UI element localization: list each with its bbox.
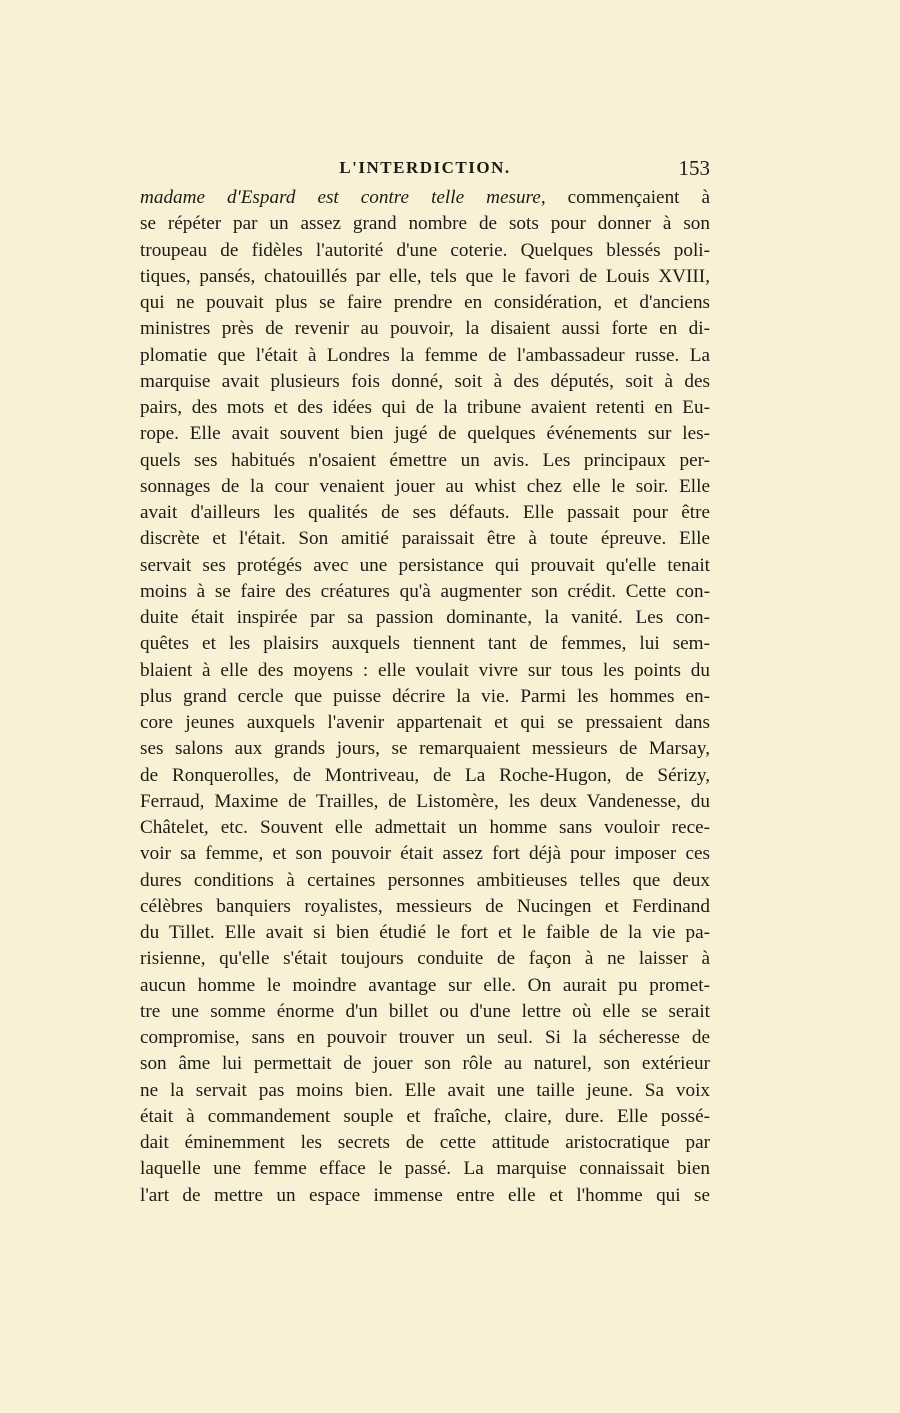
text-line: duite était inspirée par sa passion dominante, la vanité. Les con- [140, 607, 710, 628]
text-line: risienne, qu'elle s'était toujours conduite de façon à ne laisser à [140, 948, 710, 970]
text-line: tiques, pansés, chatouillés par elle, tels que le favori de Louis XVIII, [140, 265, 710, 287]
text-line: célèbres banquiers royalistes, messieurs de Nucingen et Ferdinand [140, 895, 710, 917]
text-line: rope. Elle avait souvent bien jugé de quelques événements sur les- [140, 423, 710, 445]
text-line: l'art de mettre un espace immense entre elle et l'homme qui se [140, 1184, 710, 1206]
text-line: dures conditions à certaines personnes ambitieuses telles que deux [140, 869, 710, 891]
text-line: troupeau de fidèles l'autorité d'une coterie. Quelques blessés poli- [140, 239, 710, 261]
text-line: de Ronquerolles, de Montriveau, de La Roche-Hugon, de Sérizy, [140, 764, 710, 786]
text-line: pairs, des mots et des idées qui de la tribune avaient retenti en Eu- [140, 397, 710, 418]
text-line: dait éminemment les secrets de cette attitude aristocratique par [140, 1132, 710, 1153]
text-line: aucun homme le moindre avantage sur elle. On aurait pu promet- [140, 974, 710, 996]
text-line: voir sa femme, et son pouvoir était assez fort déjà pour imposer ces [140, 843, 710, 865]
text-line: core jeunes auxquels l'avenir appartenait et qui se pressaient dans [140, 712, 710, 733]
text-line: Châtelet, etc. Souvent elle admettait un homme sans vouloir rece- [140, 817, 710, 838]
text-line: ne la servait pas moins bien. Elle avait une taille jeune. Sa voix [140, 1079, 710, 1101]
body-text [140, 185, 710, 1209]
page-header [140, 156, 710, 182]
text-line: Ferraud, Maxime de Trailles, de Listomère, les deux Vandenesse, du [140, 790, 710, 812]
text-line: plus grand cercle que puisse décrire la vie. Parmi les hommes en- [140, 685, 710, 707]
text-line: du Tillet. Elle avait si bien étudié le fort et le faible de la vie pa- [140, 922, 710, 943]
text-line: compromise, sans en pouvoir trouver un seul. Si la sécheresse de [140, 1027, 710, 1048]
text-lines [140, 211, 710, 1209]
text-fragment: , commençaient à [540, 187, 711, 208]
text-line: son âme lui permettait de jouer son rôle au naturel, son extérieur [140, 1053, 710, 1075]
text-line: marquise avait plusieurs fois donné, soit à des députés, soit à des [140, 370, 710, 392]
italic-quote: madame d'Espard est contre telle mesure [140, 187, 541, 208]
running-title: L'INTERDICTION. [339, 158, 511, 177]
text-line: sonnages de la cour venaient jouer au whist chez elle le soir. Elle [140, 475, 710, 497]
page-number: 153 [678, 156, 710, 180]
text-line: servait ses protégés avec une persistance qui prouvait qu'elle tenait [140, 554, 710, 576]
text-line [140, 185, 710, 211]
text-line: moins à se faire des créatures qu'à augmenter son crédit. Cette con- [140, 580, 710, 602]
text-line: avait d'ailleurs les qualités de ses défauts. Elle passait pour être [140, 502, 710, 523]
text-line: était à commandement souple et fraîche, claire, dure. Elle possé- [140, 1105, 710, 1127]
text-line: se répéter par un assez grand nombre de sots pour donner à son [140, 213, 710, 235]
text-line: blaient à elle des moyens : elle voulait vivre sur tous les points du [140, 659, 710, 681]
text-line: ministres près de revenir au pouvoir, la disaient aussi forte en di- [140, 318, 710, 340]
text-line: plomatie que l'était à Londres la femme de l'ambassadeur russe. La [140, 344, 710, 366]
text-line: tre une somme énorme d'un billet ou d'une lettre où elle se serait [140, 1000, 710, 1022]
text-line: quêtes et les plaisirs auxquels tiennent tant de femmes, lui sem- [140, 633, 710, 655]
text-line: qui ne pouvait plus se faire prendre en considération, et d'anciens [140, 292, 710, 313]
text-line: laquelle une femme efface le passé. La marquise connaissait bien [140, 1158, 710, 1180]
text-line: discrète et l'était. Son amitié paraissait être à toute épreuve. Elle [140, 528, 710, 550]
text-line: quels ses habitués n'osaient émettre un avis. Les principaux per- [140, 449, 710, 471]
text-line: ses salons aux grands jours, se remarquaient messieurs de Marsay, [140, 738, 710, 760]
